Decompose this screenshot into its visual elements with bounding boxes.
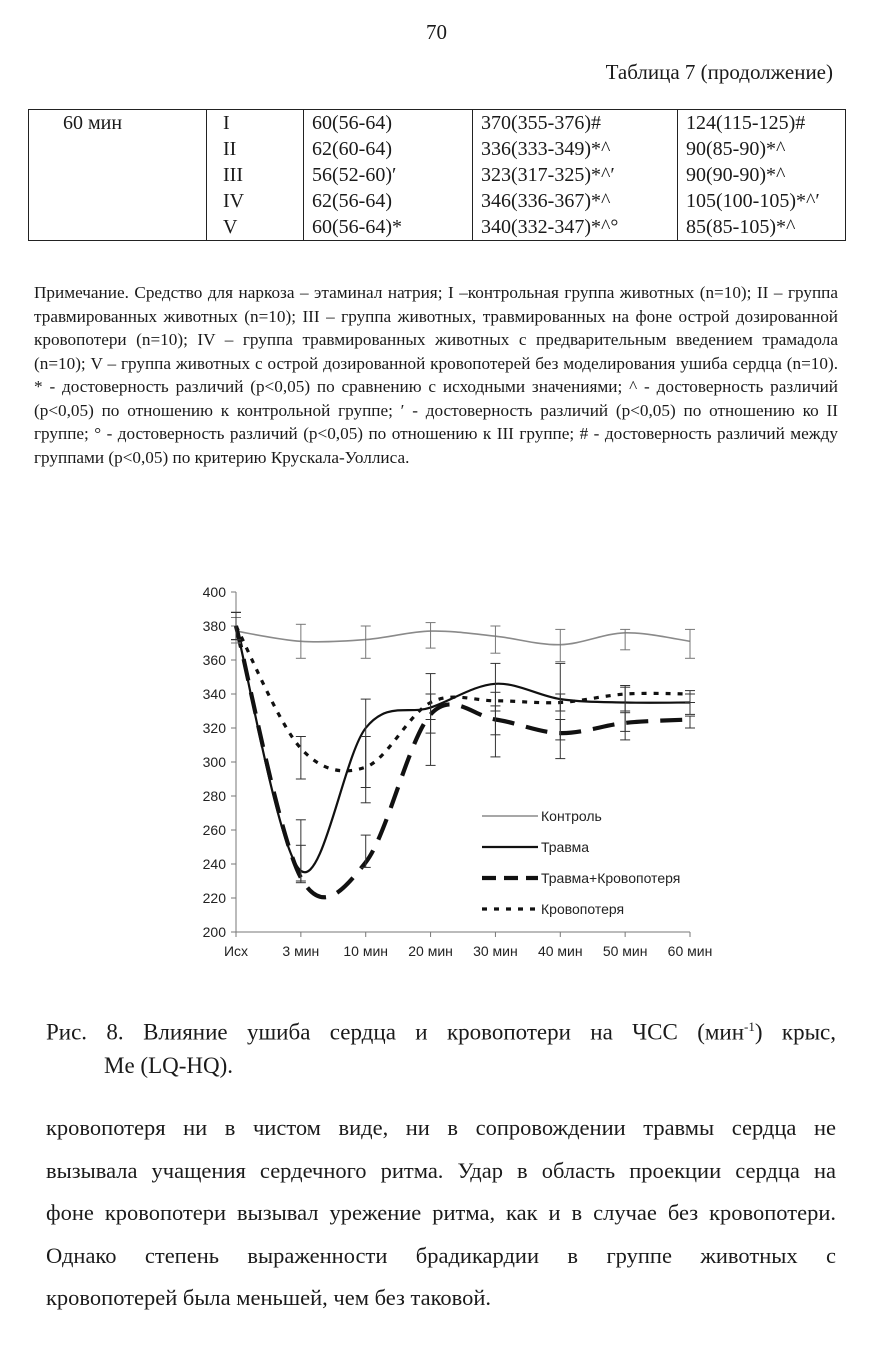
series-line — [236, 626, 690, 771]
body-line: кровопотеря ни в чистом виде, ни в сопровождении травмы сердца не — [46, 1115, 836, 1140]
caption-superscript: -1 — [744, 1019, 755, 1034]
table-row — [29, 162, 846, 188]
caption-line-2: Me (LQ-HQ). — [104, 1052, 234, 1078]
value-cell: 336(333-349)*^ — [473, 136, 678, 162]
legend-label: Травма+Кровопотеря — [541, 870, 681, 886]
y-tick-label: 280 — [202, 788, 226, 804]
page-number: 70 — [426, 20, 447, 44]
group-cell: IV — [207, 188, 304, 214]
value-cell: 60(56-64)* — [304, 214, 473, 241]
table-row — [29, 110, 846, 137]
body-line: Однако степень выраженности брадикардии в группе животных с — [46, 1242, 836, 1268]
x-tick-label: 10 мин — [343, 943, 389, 959]
y-tick-label: 240 — [202, 856, 226, 872]
y-tick-label: 360 — [202, 652, 226, 668]
y-tick-label: 220 — [202, 890, 226, 906]
series-line — [236, 626, 690, 872]
y-tick-label: 320 — [202, 720, 226, 736]
y-tick-label: 400 — [202, 584, 226, 600]
time-cell — [29, 136, 207, 162]
value-cell: 370(355-376)# — [473, 110, 678, 137]
time-cell — [29, 214, 207, 241]
value-cell: 56(52-60)′ — [304, 162, 473, 188]
body-line: фоне кровопотери вызывал урежение ритма, как и в случае без кровопотери. — [46, 1200, 836, 1225]
table-row — [29, 188, 846, 214]
x-tick-label: 3 мин — [282, 943, 320, 959]
value-cell: 62(60-64) — [304, 136, 473, 162]
value-cell: 105(100-105)*^′ — [678, 188, 846, 214]
value-cell: 90(90-90)*^ — [678, 162, 846, 188]
value-cell: 60(56-64) — [304, 110, 473, 137]
caption-text-end: ) крыс, — [754, 1019, 836, 1045]
series-line — [236, 631, 690, 645]
series-line — [236, 626, 690, 897]
value-cell: 124(115-125)# — [678, 110, 846, 137]
time-cell: 60 мин — [29, 110, 207, 137]
group-cell: III — [207, 162, 304, 188]
value-cell: 346(336-367)*^ — [473, 188, 678, 214]
time-cell — [29, 162, 207, 188]
table-row — [29, 214, 846, 241]
legend-label: Кровопотеря — [541, 901, 625, 917]
value-cell: 340(332-347)*^° — [473, 214, 678, 241]
figure-caption — [46, 1010, 836, 1082]
value-cell: 85(85-105)*^ — [678, 214, 846, 241]
body-line: кровопотерей была меньшей, чем без таковой. — [46, 1285, 492, 1310]
x-tick-label: 30 мин — [473, 943, 518, 959]
group-cell: I — [207, 110, 304, 137]
y-tick-label: 300 — [202, 754, 226, 770]
body-paragraph — [46, 1107, 836, 1320]
legend-label: Контроль — [541, 808, 602, 824]
x-tick-label: 50 мин — [602, 943, 648, 959]
y-tick-label: 260 — [202, 822, 226, 838]
x-tick-label: Исх — [223, 943, 249, 959]
legend-label: Травма — [541, 839, 590, 855]
group-cell: II — [207, 136, 304, 162]
y-tick-label: 200 — [202, 924, 226, 940]
body-line: вызывала учащения сердечного ритма. Удар в область проекции сердца на — [46, 1157, 836, 1183]
time-cell — [29, 188, 207, 214]
value-cell: 323(317-325)*^′ — [473, 162, 678, 188]
y-tick-label: 340 — [202, 686, 226, 702]
table-note: Примечание. Средство для наркоза – этаминал натрия; I –контрольная группа животных (n=10); II – группа травмированных животных (n=10); III – группа животных, травмированных на фоне острой дозированной кровопотери (n=10); IV – группа травмированных животных с предварительным введением трамадола (n=10); V – группа животных с острой дозированной кровопотерей без моделирования ушиба сердца (n=10). * - достоверность различий (p<0,05) по сравнению с исходными значениями; ^ - достоверность различий (p<0,05) по отношению к контрольной группе; ′ - достоверность различий (p<0,05) по отношению ко II группе; ° - достоверность различий (p<0,05) по отношению к III группе; # - достоверность различий между группами (p<0,05) по критерию Крускала-Уоллиса. — [34, 283, 838, 467]
x-tick-label: 60 мин — [667, 943, 713, 959]
table-caption: Таблица 7 (продолжение) — [605, 60, 833, 84]
group-cell: V — [207, 214, 304, 241]
value-cell: 62(56-64) — [304, 188, 473, 214]
table-row — [29, 136, 846, 162]
heart-rate-chart — [180, 580, 740, 975]
x-tick-label: 20 мин — [408, 943, 453, 959]
caption-text: Рис. 8. Влияние ушиба сердца и кровопотери на ЧСС (мин — [46, 1019, 745, 1045]
value-cell: 90(85-90)*^ — [678, 136, 846, 162]
results-table — [28, 109, 846, 241]
y-tick-label: 380 — [202, 618, 226, 634]
x-tick-label: 40 мин — [537, 943, 583, 959]
